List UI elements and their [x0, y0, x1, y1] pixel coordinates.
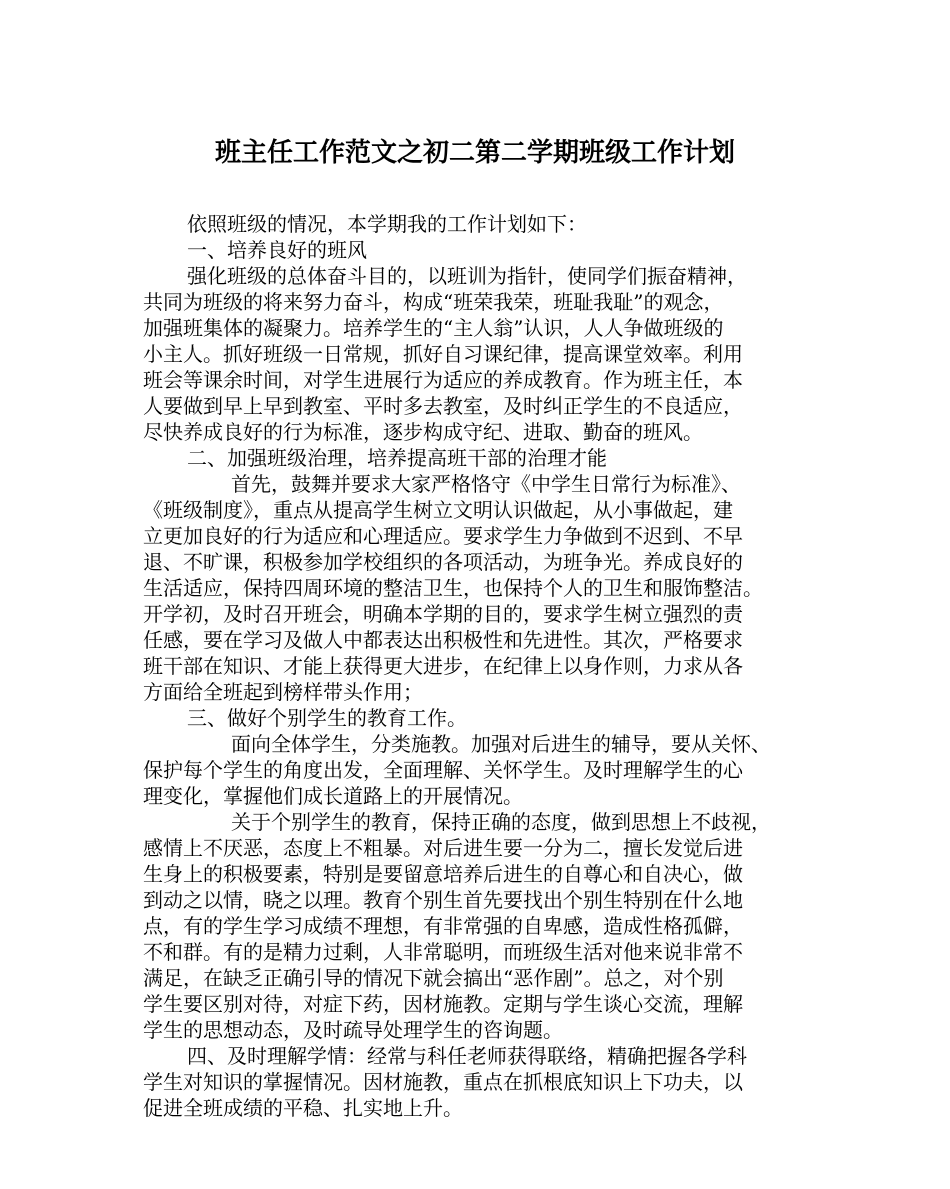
- document-title: 班主任工作范文之初二第二学期班级工作计划: [214, 138, 735, 168]
- section-heading: 一、培养良好的班风: [187, 238, 367, 262]
- paragraph-line: 开学初，及时召开班会，明确本学期的目的，要求学生树立强烈的责: [143, 602, 743, 626]
- paragraph-line: 感情上不厌恶，态度上不粗暴。对后进生要一分为二，擅长发觉后进: [143, 836, 743, 860]
- paragraph-line: 方面给全班起到榜样带头作用；: [143, 680, 423, 704]
- paragraph-line: 强化班级的总体奋斗目的，以班训为指针，使同学们振奋精神，: [187, 264, 747, 288]
- paragraph-line: 到动之以情，晓之以理。教育个别生首先要找出个别生特别在什么地: [143, 888, 743, 912]
- section-heading: 三、做好个别学生的教育工作。: [187, 706, 467, 730]
- paragraph-line: 保护每个学生的角度出发，全面理解、关怀学生。及时理解学生的心: [143, 758, 743, 782]
- paragraph-line: 关于个别学生的教育，保持正确的态度，做到思想上不歧视，: [231, 810, 771, 834]
- paragraph-line: 任感，要在学习及做人中都表达出积极性和先进性。其次，严格要求: [143, 628, 743, 652]
- paragraph-line: 立更加良好的行为适应和心理适应。要求学生力争做到不迟到、不早: [143, 524, 743, 548]
- paragraph-line: 加强班集体的凝聚力。培养学生的“主人翁”认识，人人争做班级的: [143, 316, 724, 340]
- paragraph-line: 生活适应，保持四周环境的整洁卫生，也保持个人的卫生和服饰整洁。: [143, 576, 763, 600]
- paragraph-line: 学生对知识的掌握情况。因材施教，重点在抓根底知识上下功夫，以: [143, 1070, 743, 1094]
- paragraph-line: 人要做到早上早到教室、平时多去教室，及时纠正学生的不良适应，: [143, 394, 743, 418]
- paragraph-line: 依照班级的情况，本学期我的工作计划如下：: [187, 212, 587, 236]
- paragraph-line: 不和群。有的是精力过剩，人非常聪明，而班级生活对他来说非常不: [143, 940, 743, 964]
- paragraph-line: 小主人。抓好班级一日常规，抓好自习课纪律，提高课堂效率。利用: [143, 342, 743, 366]
- paragraph-line: 促进全班成绩的平稳、扎实地上升。: [143, 1096, 463, 1120]
- paragraph-line: 学生的思想动态，及时疏导处理学生的咨询题。: [143, 1018, 563, 1042]
- paragraph-line: 共同为班级的将来努力奋斗，构成“班荣我荣，班耻我耻”的观念，: [143, 290, 724, 314]
- paragraph-line: 满足，在缺乏正确引导的情况下就会搞出“恶作剧”。总之，对个别: [143, 966, 724, 990]
- paragraph-line: 尽快养成良好的行为标准，逐步构成守纪、进取、勤奋的班风。: [143, 420, 703, 444]
- section-heading: 二、加强班级治理，培养提高班干部的治理才能: [187, 446, 607, 470]
- paragraph-line: 《班级制度》，重点从提高学生树立文明认识做起，从小事做起，建: [143, 498, 733, 522]
- paragraph-line: 首先，鼓舞并要求大家严格恪守《中学生日常行为标准》、: [231, 472, 741, 496]
- paragraph-line: 退、不旷课，积极参加学校组织的各项活动，为班争光。养成良好的: [143, 550, 743, 574]
- paragraph-line: 班干部在知识、才能上获得更大进步，在纪律上以身作则，力求从各: [143, 654, 743, 678]
- paragraph-line: 理变化，掌握他们成长道路上的开展情况。: [143, 784, 523, 808]
- paragraph-line: 班会等课余时间，对学生进展行为适应的养成教育。作为班主任，本: [143, 368, 743, 392]
- paragraph-line: 点，有的学生学习成绩不理想，有非常强的自卑感，造成性格孤僻，: [143, 914, 743, 938]
- paragraph-line: 面向全体学生，分类施教。加强对后进生的辅导，要从关怀、: [231, 732, 771, 756]
- section-heading: 四、及时理解学情：经常与科任老师获得联络，精确把握各学科: [187, 1044, 747, 1068]
- paragraph-line: 生身上的积极要素，特别是要留意培养后进生的自尊心和自决心，做: [143, 862, 743, 886]
- paragraph-line: 学生要区别对待，对症下药，因材施教。定期与学生谈心交流，理解: [143, 992, 743, 1016]
